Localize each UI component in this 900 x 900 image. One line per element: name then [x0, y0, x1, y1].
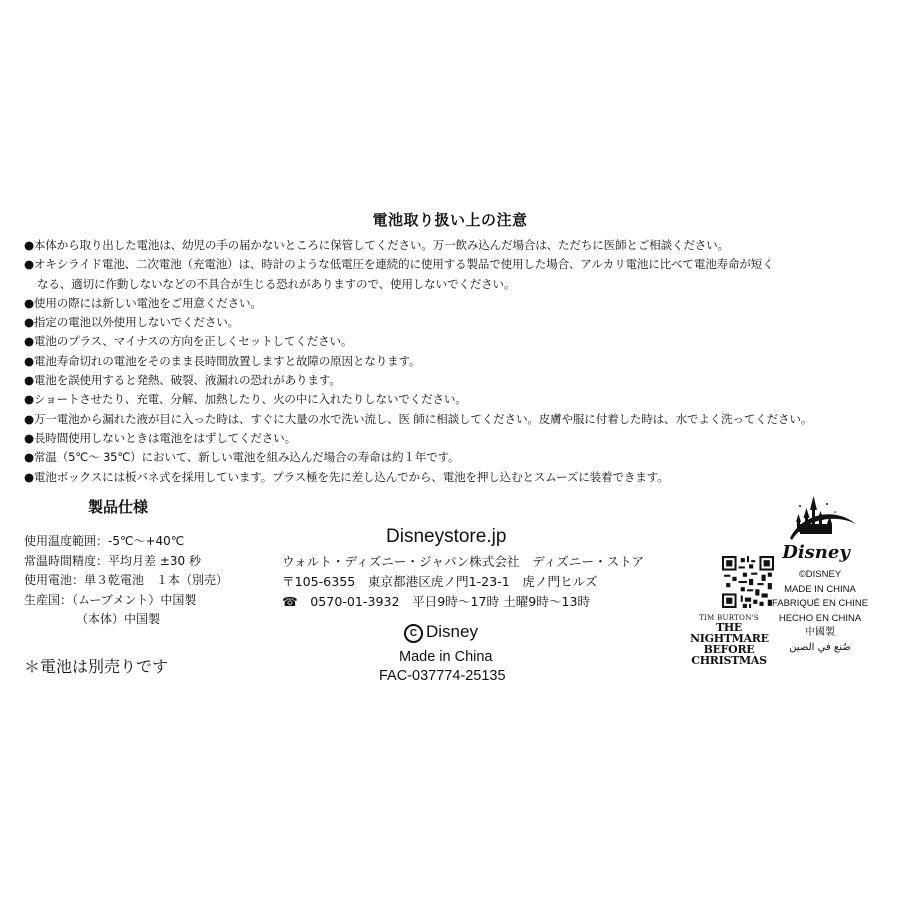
caution-item: ●電池ボックスには板バネ式を採用しています。プラス極を先に差し込んでから、電池を押し込むとスムーズに装着できます。 — [24, 469, 669, 484]
disney-wordmark: Disney — [782, 542, 850, 563]
company-name: ウォルト・ディズニー・ジャパン株式会社 ディズニー・ストア — [282, 554, 645, 569]
copyright-icon: C — [404, 624, 423, 643]
battery-note: ＊電池は別売りです — [24, 657, 169, 676]
origin-line: FABRIQUÉ EN CHINE — [771, 598, 869, 610]
origin-line: ©DISNEY — [798, 569, 842, 580]
caution-item: ●電池寿命切れの電池をそのまま長時間放置しますと故障の原因となります。 — [24, 353, 421, 368]
disney-castle-logo — [772, 494, 860, 564]
caution-item: ●長時間使用しないときは電池をはずしてください。 — [24, 430, 296, 445]
copyright-text: Disney — [426, 622, 478, 641]
caution-item: ●本体から取り出した電池は、幼児の手の届かないところに保管してください。万一飲み込んだ場合は、ただちに医師とご相談ください。 — [24, 238, 729, 252]
caution-item: ●ショートさせたり、充電、分解、加熱したり、火の中に入れたりしないでください。 — [24, 392, 467, 407]
spec-line: 使用温度範囲：-5℃～+40℃ — [24, 534, 185, 548]
factory-code: FAC-037774-25135 — [379, 668, 506, 684]
caution-item: ●電池のプラス、マイナスの方向を正しくセットしてください。 — [24, 334, 353, 349]
spec-line: 常温時間精度：平均月差 ±30 秒 — [24, 553, 201, 568]
caution-item: ●電池を誤使用すると発熱、破裂、液漏れの恐れがあります。 — [24, 373, 341, 388]
caution-item — [24, 275, 884, 294]
spec-line: （本体）中国製 — [76, 612, 161, 626]
spec-line: 生産国：（ムーブメント）中国製 — [24, 592, 197, 607]
caution-title: 電池取り扱い上の注意 — [372, 211, 528, 229]
company-phone: ☎ 0570-01-3932 平日9時～17時 土曜9時～13時 — [282, 594, 591, 609]
origin-line: صُنع في الصين — [789, 641, 851, 653]
caution-list — [24, 236, 884, 487]
copyright — [404, 622, 478, 643]
nbc-logo-line: NIGHTMARE — [690, 632, 769, 645]
spec-line: 使用電池：単３乾電池 １本（別売） — [24, 573, 229, 587]
nbc-logo-line: CHRISTMAS — [691, 654, 767, 667]
caution-item: ●常温（5℃～ 35℃）において、新しい電池を組み込んだ場合の寿命は約１年です。 — [24, 450, 460, 465]
nbc-logo-line: THE — [715, 621, 743, 634]
qr-code-icon — [722, 556, 774, 608]
specs-list — [24, 532, 228, 630]
company-address: 〒105-6355 東京都港区虎ノ門1-23-1 虎ノ門ヒルズ — [282, 574, 598, 589]
caution-item: ●使用の際には新しい電池をご用意ください。 — [24, 295, 262, 310]
specs-title: 製品仕様 — [88, 498, 149, 516]
origin-line: HECHO EN CHINA — [778, 612, 862, 624]
caution-item-continued: なる、適切に作動しないなどの不具合が生じる恐れがありますので、使用しないでください。 — [37, 276, 516, 291]
caution-item: ●オキシライド電池、二次電池（充電池）は、時計のような低電圧を連続的に使用する製品で使用した場合、アルカリ電池に比べて電池寿命が短く — [24, 257, 774, 272]
caution-item: ●万一電池から漏れた液が目に入った時は、すぐに大量の水で洗い流し、医 師に相談してください。皮膚や服に付着した時は、水でよく洗ってください。 — [24, 411, 813, 426]
store-url: Disneystore.jp — [386, 526, 507, 547]
caution-item: ●指定の電池以外使用しないでください。 — [24, 315, 240, 330]
origin-line: 中國製 — [805, 627, 835, 639]
nbc-logo-byline: TIM BURTON'S — [699, 614, 759, 622]
origin-labels — [770, 568, 870, 656]
nightmare-before-christmas-logo — [690, 614, 768, 666]
nbc-logo-line: BEFORE — [703, 643, 755, 656]
origin-line: MADE IN CHINA — [784, 583, 856, 595]
company-info — [282, 552, 644, 612]
made-in-text: Made in China — [399, 649, 493, 665]
